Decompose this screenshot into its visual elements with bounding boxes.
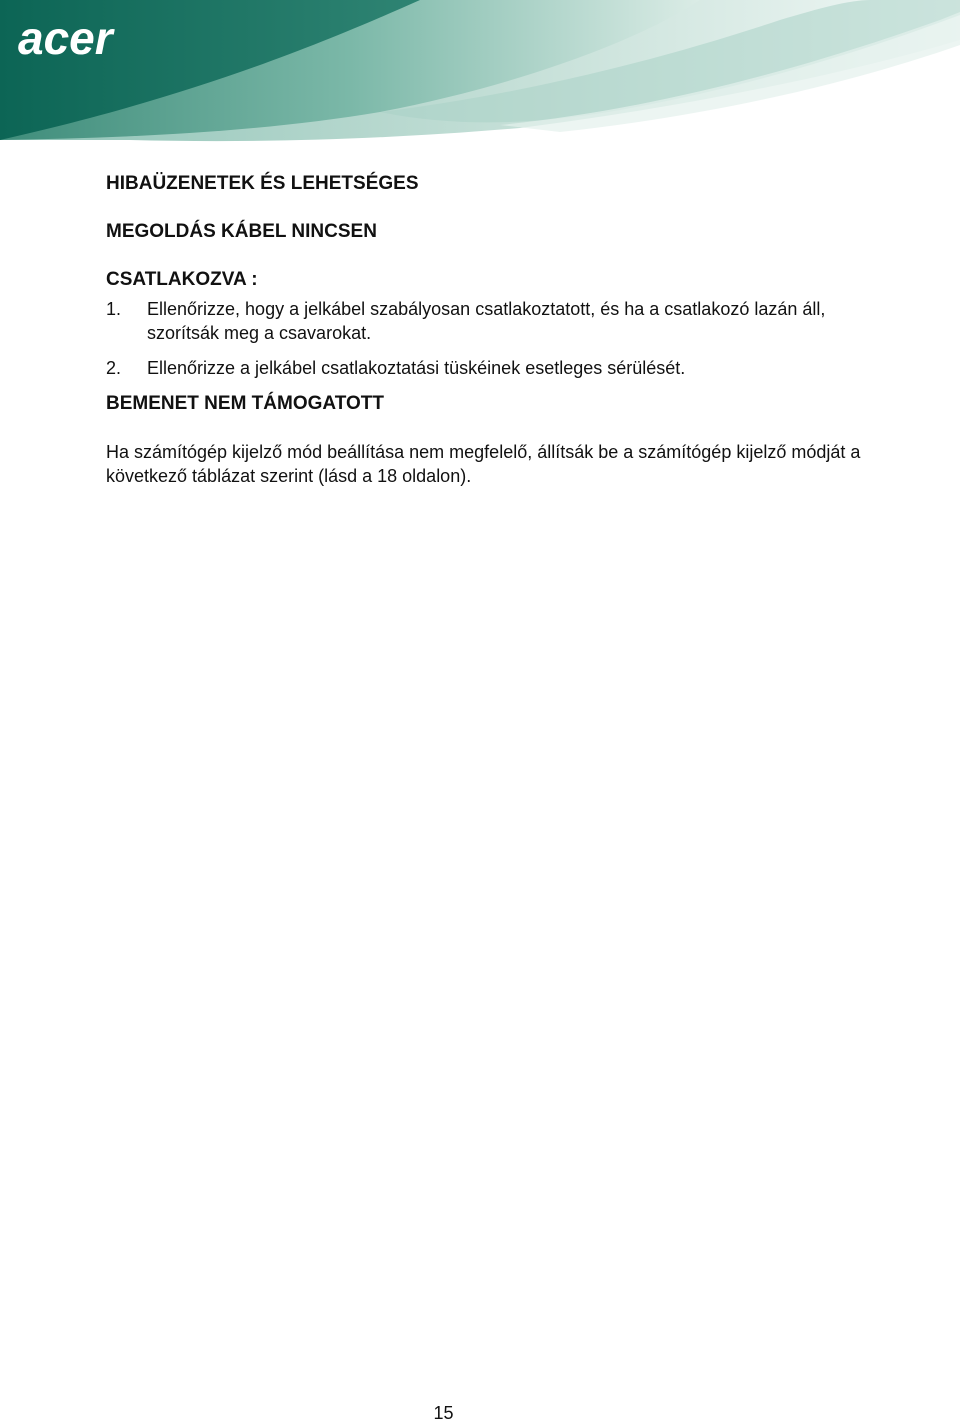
acer-logo: acer bbox=[18, 12, 113, 64]
list-item bbox=[106, 356, 866, 380]
list-item-text: Ellenőrizze, hogy a jelkábel szabályosan csatlakoztatott, és ha a csatlakozó lazán áll, szorítsák meg a csavarokat. bbox=[147, 299, 826, 343]
heading-input-not-supported: BEMENET NEM TÁMOGATOTT bbox=[106, 393, 384, 414]
heading-connected: CSATLAKOZVA : bbox=[106, 269, 258, 290]
header-banner bbox=[0, 0, 960, 150]
list-item-number: 2. bbox=[106, 358, 122, 378]
page-number: 15 bbox=[433, 1403, 454, 1423]
header-swoosh-graphic bbox=[0, 0, 960, 150]
document-body bbox=[106, 172, 866, 488]
troubleshooting-list bbox=[106, 297, 866, 380]
list-item-number: 1. bbox=[106, 299, 122, 319]
body-paragraph: Ha számítógép kijelző mód beállítása nem megfelelő, állítsák be a számítógép kijelző módját a következő táblázat szerint (lásd a 18 oldalon). bbox=[106, 442, 861, 486]
heading-solution-no-cable: MEGOLDÁS KÁBEL NINCSEN bbox=[106, 221, 377, 242]
list-item-text: Ellenőrizze a jelkábel csatlakoztatási tüskéinek esetleges sérülését. bbox=[147, 358, 686, 378]
heading-error-messages: HIBAÜZENETEK ÉS LEHETSÉGES bbox=[106, 173, 419, 194]
list-item bbox=[106, 297, 866, 345]
